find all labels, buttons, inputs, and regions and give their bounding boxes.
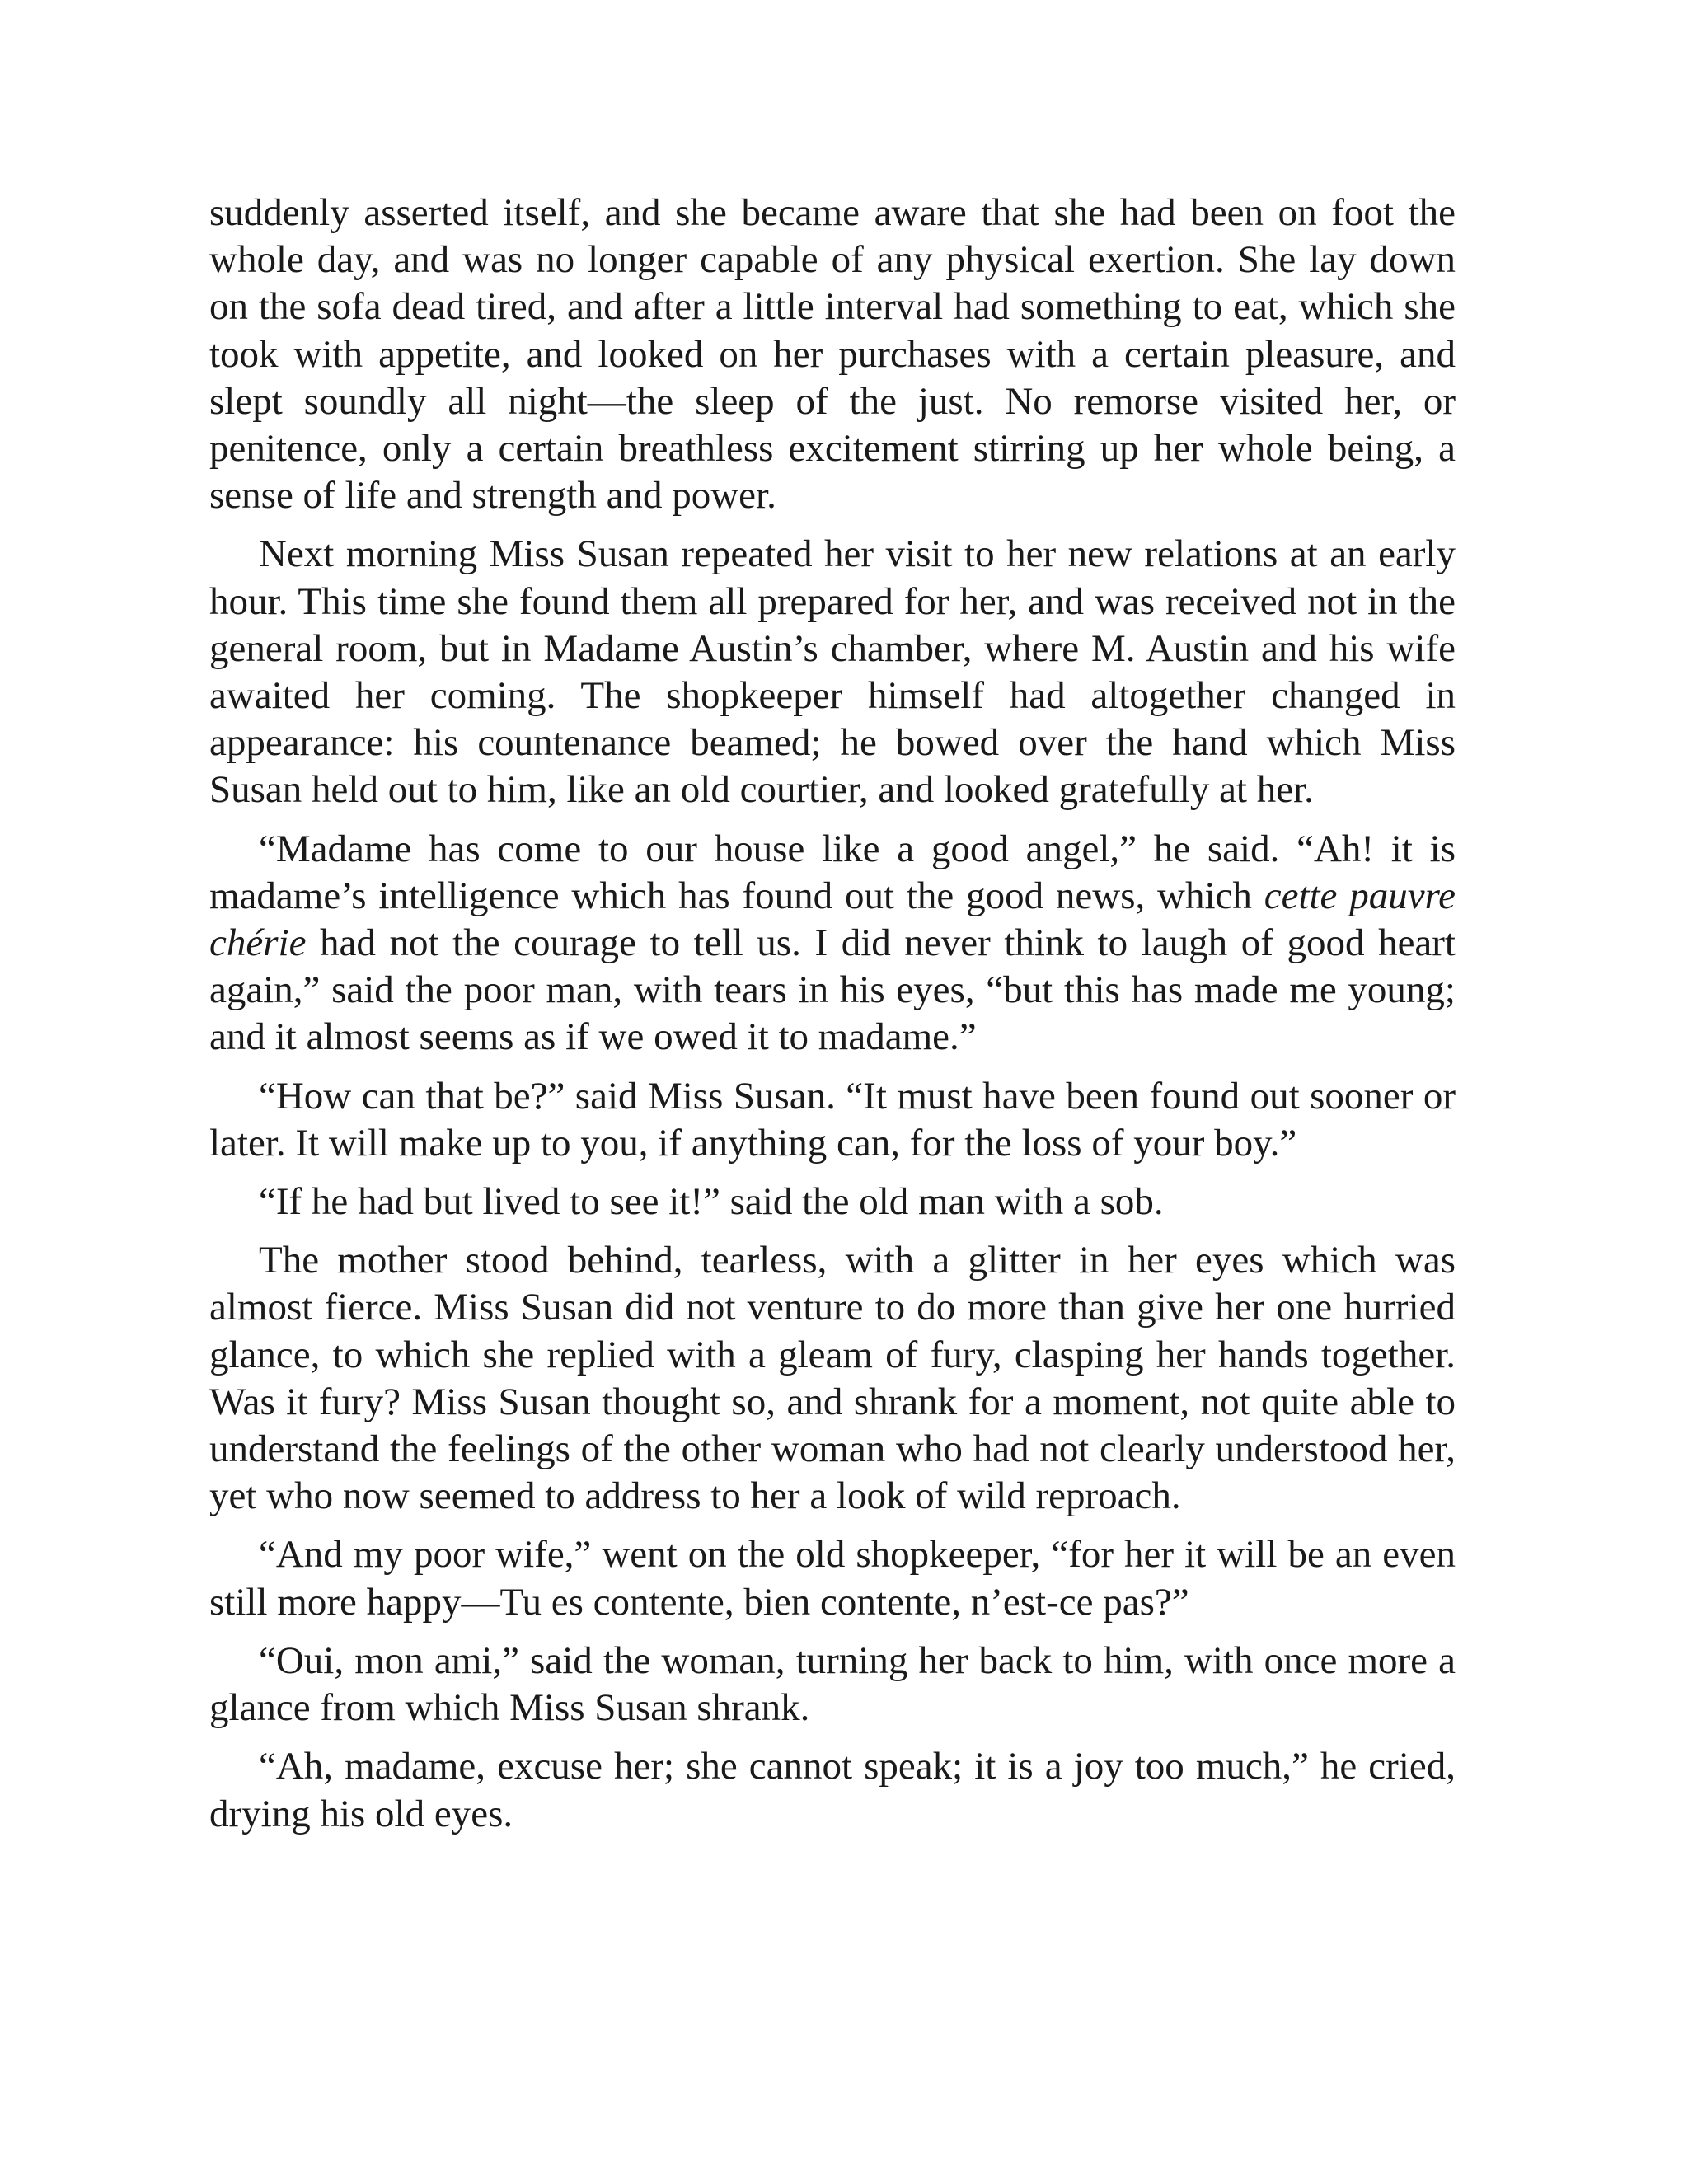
paragraph-text: “How can that be?” said Miss Susan. “It must have been found out sooner or later. It will make up to you, if anything can, for the loss of your boy.” (209, 1074, 1456, 1165)
paragraph (209, 190, 1456, 519)
paragraph-text: “Oui, mon ami,” said the woman, turning her back to him, with once more a glance from which Miss Susan shrank. (209, 1638, 1456, 1730)
paragraph (209, 1179, 1456, 1226)
paragraph-text: had not the courage to tell us. I did never think to laugh of good heart again,” said the poor man, with tears in his eyes, “but this has made me young; and it almost seems as if we owed it to madame.” (209, 921, 1456, 1059)
paragraph-text: “And my poor wife,” went on the old shopkeeper, “for her it will be an even still more happy—Tu es contente, bien contente, n’est-ce pas?” (209, 1533, 1456, 1624)
paragraph (209, 1531, 1456, 1625)
paragraph (209, 531, 1456, 813)
italic-phrase: cette pauvre chérie (209, 874, 1456, 965)
paragraph-text: The mother stood behind, tearless, with a glitter in her eyes which was almost fierce. Miss Susan did not venture to do more than give her one hurried glance, to which she replied with a gleam of fury, clasping her hands together. Was it fury? Miss Susan thought so, and shrank for a moment, not quite able to understand the feelings of the other woman who had not clearly understood her, yet who now seemed to address to her a look of wild reproach. (209, 1239, 1456, 1518)
paragraph-text: Next morning Miss Susan repeated her visit to her new relations at an early hour. This time she found them all prepared for her, and was received not in the general room, but in Madame Austin’s chamber, where M. Austin and his wife awaited her coming. The shopkeeper himself had altogether changed in appearance: his countenance beamed; he bowed over the hand which Miss Susan held out to him, like an old courtier, and looked gratefully at her. (209, 532, 1456, 812)
paragraph-text: suddenly asserted itself, and she became aware that she had been on foot the whole day, and was no longer capable of any physical exertion. She lay down on the sofa dead tired, and after a little interval had something to eat, which she took with appetite, and looked on her purchases with a certain pleasure, and slept soundly all night—the sleep of the just. No remorse visited her, or penitence, only a certain breathless excitement stirring up her whole being, a sense of life and strength and power. (209, 191, 1456, 518)
paragraph-text: “Madame has come to our house like a good angel,” he said. “Ah! it is madame’s intelligence which has found out the good news, which (209, 827, 1456, 917)
paragraph-text: “If he had but lived to see it!” said the old man with a sob. (259, 1180, 1164, 1224)
paragraph-text: “Ah, madame, excuse her; she cannot speak; it is a joy too much,” he cried, drying his old eyes. (209, 1745, 1456, 1835)
paragraph (209, 1743, 1456, 1837)
book-page (209, 190, 1456, 1838)
paragraph (209, 1237, 1456, 1520)
paragraph (209, 826, 1456, 1062)
paragraph (209, 1073, 1456, 1167)
paragraph (209, 1638, 1456, 1732)
